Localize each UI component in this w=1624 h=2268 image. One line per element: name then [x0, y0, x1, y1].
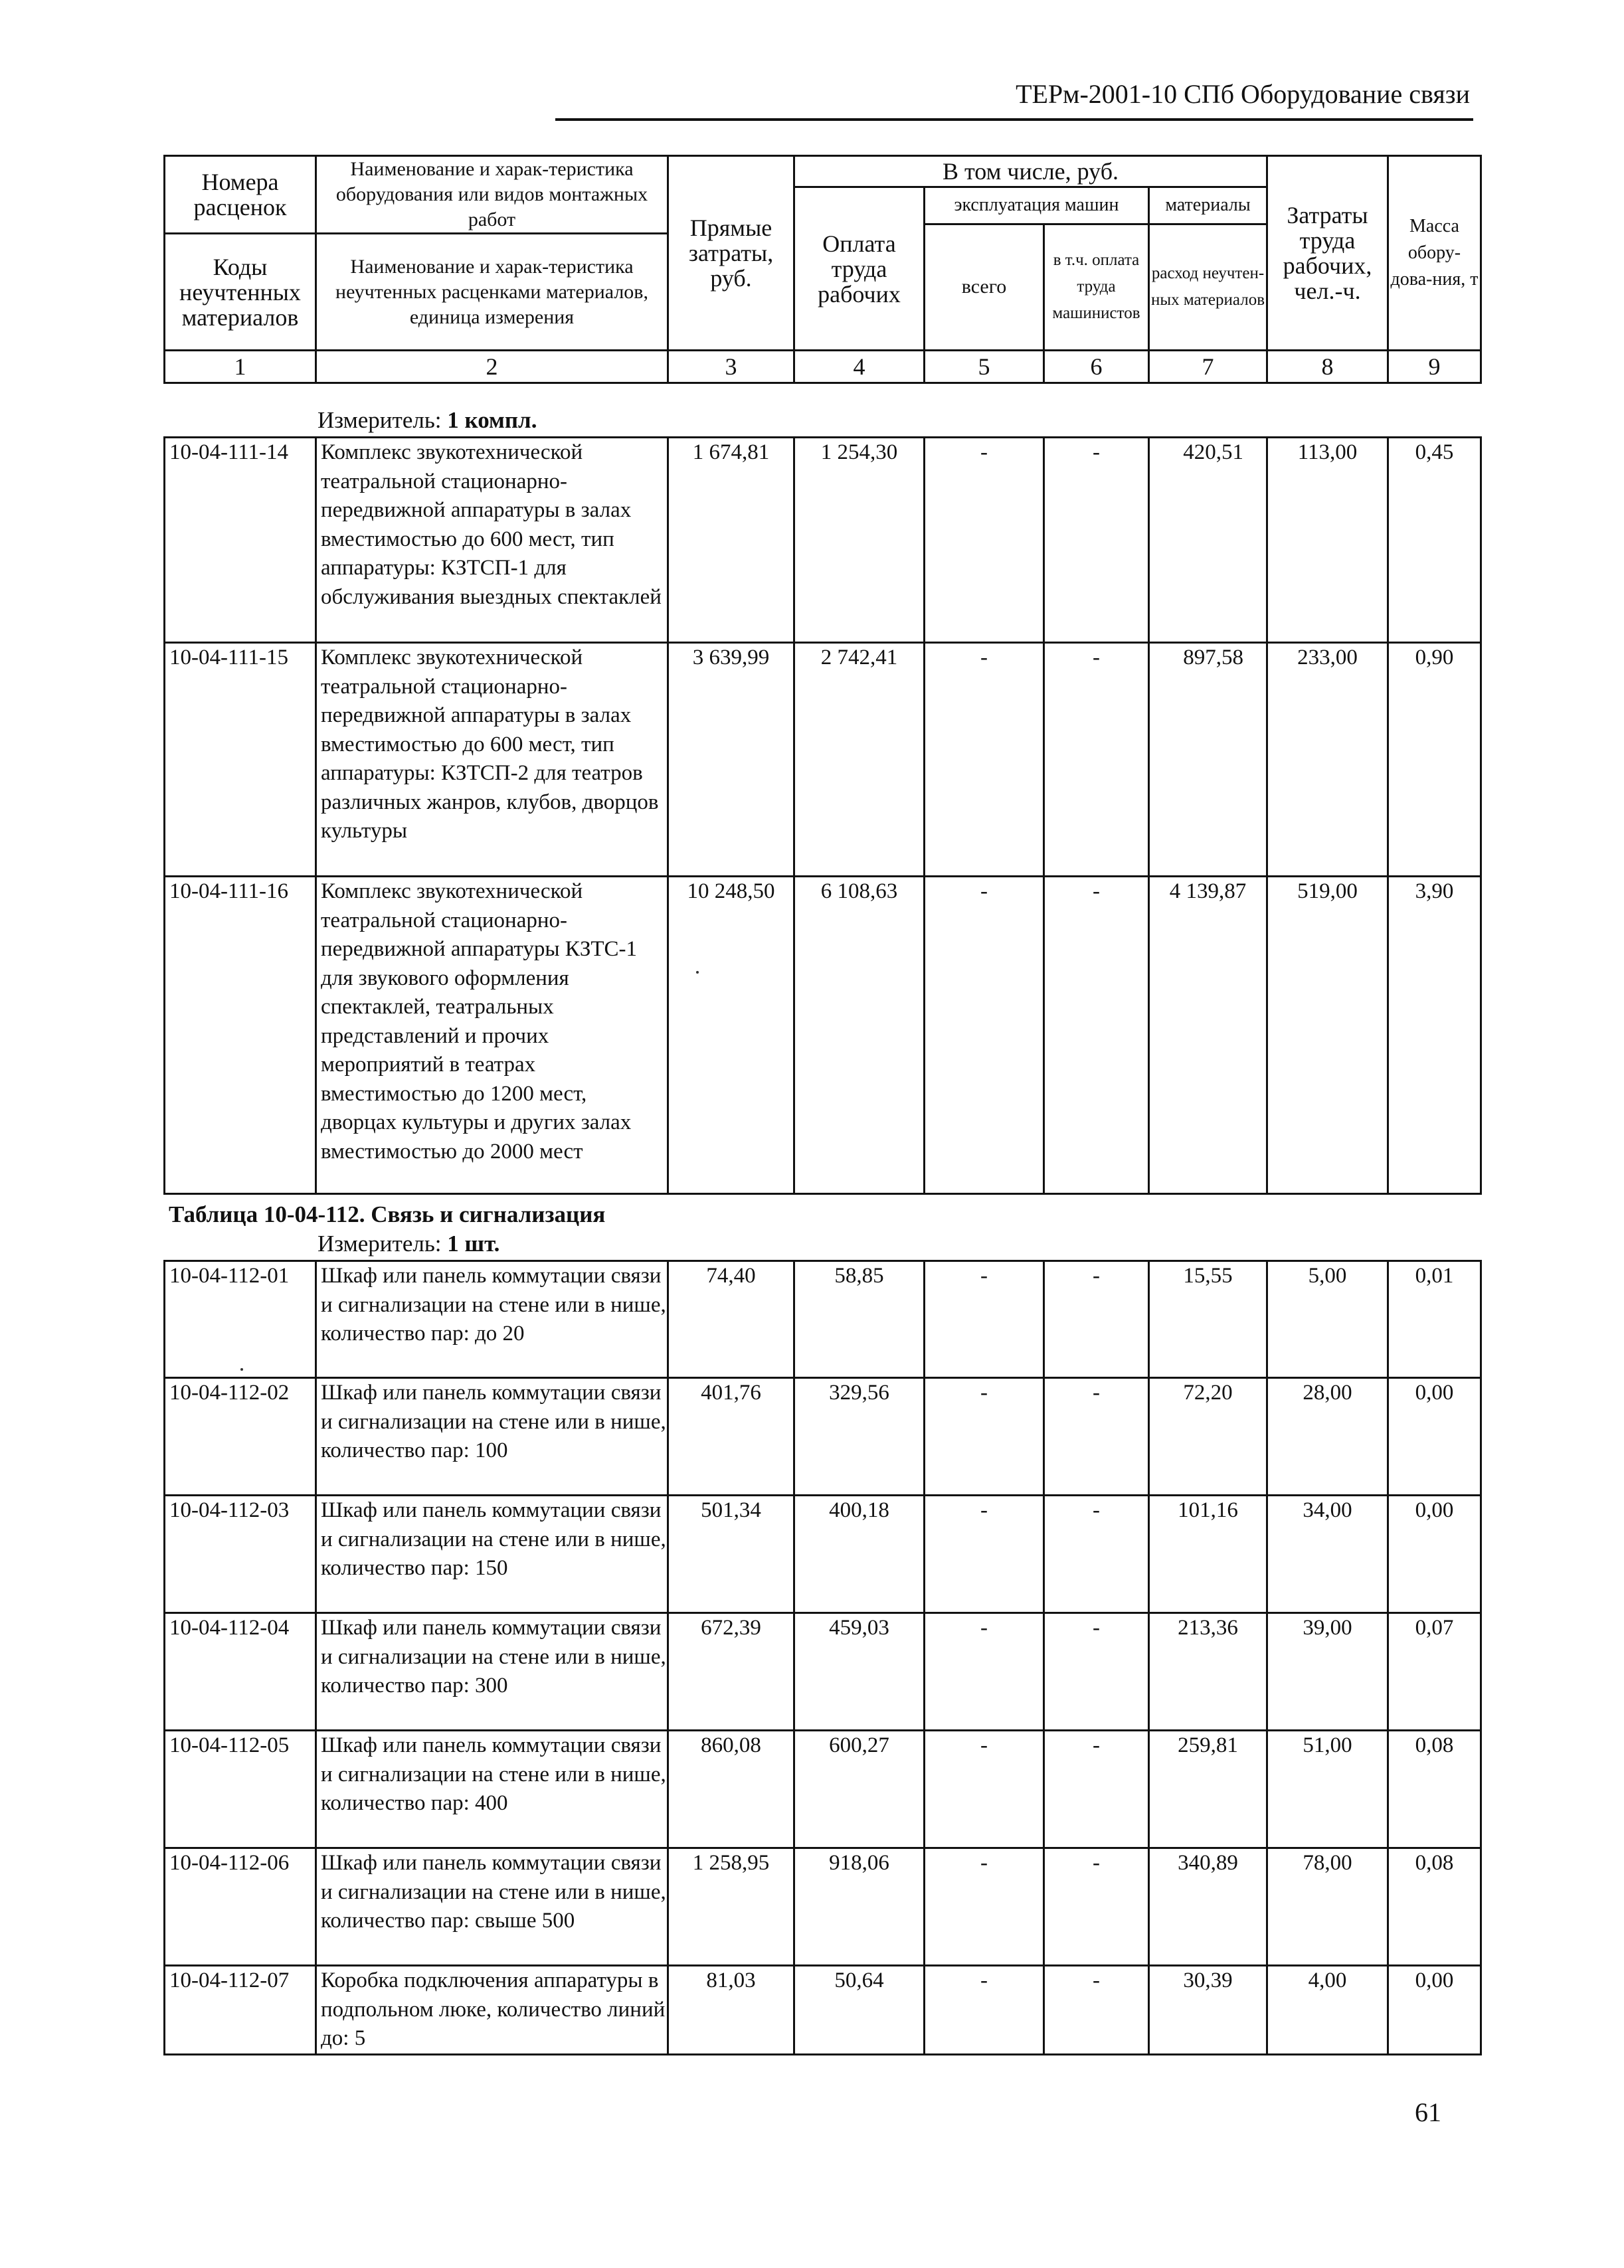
- equipment-mass: 0,01: [1388, 1261, 1481, 1378]
- header-col-number-7: 7: [1149, 351, 1267, 383]
- table-row: [165, 1261, 1481, 1378]
- header-including-group: В том числе, руб.: [794, 156, 1267, 187]
- labor-hours: 233,00: [1267, 643, 1388, 877]
- direct-costs: 672,39: [668, 1613, 794, 1731]
- labor-pay: 2 742,41: [794, 643, 925, 877]
- table-row: [165, 1848, 1481, 1966]
- operators-pay: -: [1044, 1261, 1149, 1378]
- rate-code: 10-04-112-06: [165, 1848, 316, 1966]
- machines-total: -: [925, 1261, 1044, 1378]
- work-name: Шкаф или панель коммутации связи и сигнализации на стене или в нише, количество пар: 100: [316, 1378, 668, 1496]
- header-machines-group: эксплуатация машин: [925, 187, 1149, 224]
- labor-hours: 113,00: [1267, 438, 1388, 643]
- header-material-name: Наименование и харак-теристика неучтенных расценками материалов, единица измерения: [316, 234, 668, 351]
- table-row: [165, 877, 1481, 1194]
- direct-costs: 860,08: [668, 1731, 794, 1848]
- header-col-number-9: 9: [1388, 351, 1481, 383]
- work-name: Комплекс звукотехнической театральной стационарно-передвижной аппаратуры КЗТС-1 для звукового оформления спектаклей, театральных представлений и прочих мероприятий в театрах вместимостью до 1200 мест, дворцах культуры и других залах вместимостью до 2000 мест: [316, 877, 668, 1194]
- machines-total: -: [925, 877, 1044, 1194]
- header-materials-group: материалы: [1149, 187, 1267, 224]
- header-material-codes: Коды неучтенных материалов: [165, 234, 316, 351]
- measure-label-section-1: Измеритель: 1 компл.: [317, 407, 537, 433]
- page-number: 61: [1415, 2097, 1441, 2127]
- machines-total: -: [925, 1848, 1044, 1966]
- operators-pay: -: [1044, 1378, 1149, 1496]
- header-operators-pay: в т.ч. оплата труда машинистов: [1044, 224, 1149, 351]
- labor-hours: 519,00: [1267, 877, 1388, 1194]
- header-col-number-8: 8: [1267, 351, 1388, 383]
- rates-table-section-2: [163, 1260, 1482, 2055]
- direct-costs: 501,34: [668, 1496, 794, 1613]
- labor-hours: 51,00: [1267, 1731, 1388, 1848]
- header-col-number-1: 1: [165, 351, 316, 383]
- operators-pay: -: [1044, 1613, 1149, 1731]
- measure-label-section-2: Измеритель: 1 шт.: [317, 1231, 500, 1257]
- rate-code: 10-04-112-01: [165, 1261, 316, 1378]
- machines-total: -: [925, 1731, 1044, 1848]
- machines-total: -: [925, 438, 1044, 643]
- work-name: Комплекс звукотехнической театральной стационарно-передвижной аппаратуры в залах вместимостью до 600 мест, тип аппаратуры: КЗТСП-1 для обслуживания выездных спектаклей: [316, 438, 668, 643]
- machines-total: -: [925, 1378, 1044, 1496]
- header-col-number-6: 6: [1044, 351, 1149, 383]
- direct-costs: 74,40: [668, 1261, 794, 1378]
- work-name: Шкаф или панель коммутации связи и сигнализации на стене или в нише, количество пар: до 20: [316, 1261, 668, 1378]
- direct-costs: 1 258,95: [668, 1848, 794, 1966]
- labor-pay: 1 254,30: [794, 438, 925, 643]
- column-header-table: [163, 155, 1482, 384]
- equipment-mass: 0,00: [1388, 1378, 1481, 1496]
- work-name: Шкаф или панель коммутации связи и сигнализации на стене или в нише, количество пар: 300: [316, 1613, 668, 1731]
- materials-cost: 213,36: [1149, 1613, 1267, 1731]
- labor-hours: 39,00: [1267, 1613, 1388, 1731]
- labor-pay: 600,27: [794, 1731, 925, 1848]
- direct-costs: 3 639,99: [668, 643, 794, 877]
- equipment-mass: 0,00: [1388, 1966, 1481, 2055]
- labor-hours: 28,00: [1267, 1378, 1388, 1496]
- header-unaccounted-materials: расход неучтен-ных материалов: [1149, 224, 1267, 351]
- table-row: [165, 1966, 1481, 2055]
- rates-table-section-1: [163, 436, 1482, 1195]
- header-rule: [555, 118, 1473, 121]
- operators-pay: -: [1044, 1966, 1149, 2055]
- header-col-number-3: 3: [668, 351, 794, 383]
- table-row: [165, 438, 1481, 643]
- header-rate-numbers: Номера расценок: [165, 156, 316, 234]
- labor-hours: 4,00: [1267, 1966, 1388, 2055]
- running-header-title: ТЕРм-2001-10 СПб Оборудование связи: [1016, 79, 1470, 109]
- direct-costs: 10 248,50: [668, 877, 794, 1194]
- table-row: [165, 1731, 1481, 1848]
- header-col-number-4: 4: [794, 351, 925, 383]
- work-name: Шкаф или панель коммутации связи и сигнализации на стене или в нише, количество пар: 400: [316, 1731, 668, 1848]
- table-row: [165, 1613, 1481, 1731]
- table-row: [165, 1378, 1481, 1496]
- work-name: Шкаф или панель коммутации связи и сигнализации на стене или в нише, количество пар: свыше 500: [316, 1848, 668, 1966]
- materials-cost: 4 139,87: [1149, 877, 1267, 1194]
- machines-total: -: [925, 1613, 1044, 1731]
- scan-speck: [240, 1368, 243, 1371]
- equipment-mass: 0,90: [1388, 643, 1481, 877]
- equipment-mass: 0,08: [1388, 1731, 1481, 1848]
- materials-cost: 15,55: [1149, 1261, 1267, 1378]
- machines-total: -: [925, 1966, 1044, 2055]
- labor-pay: 400,18: [794, 1496, 925, 1613]
- machines-total: -: [925, 1496, 1044, 1613]
- operators-pay: -: [1044, 1848, 1149, 1966]
- materials-cost: 101,16: [1149, 1496, 1267, 1613]
- rate-code: 10-04-111-15: [165, 643, 316, 877]
- labor-pay: 329,56: [794, 1378, 925, 1496]
- direct-costs: 81,03: [668, 1966, 794, 2055]
- table-row: [165, 643, 1481, 877]
- work-name: Комплекс звукотехнической театральной стационарно-передвижной аппаратуры в залах вместимостью до 600 мест, тип аппаратуры: КЗТСП-2 для театров различных жанров, клубов, дворцов культуры: [316, 643, 668, 877]
- labor-hours: 34,00: [1267, 1496, 1388, 1613]
- header-direct-costs: Прямые затраты, руб.: [668, 156, 794, 351]
- operators-pay: -: [1044, 1731, 1149, 1848]
- rate-code: 10-04-112-02: [165, 1378, 316, 1496]
- machines-total: -: [925, 643, 1044, 877]
- header-equipment-mass: Масса обору-дова-ния, т: [1388, 156, 1481, 351]
- rate-code: 10-04-111-16: [165, 877, 316, 1194]
- direct-costs: 401,76: [668, 1378, 794, 1496]
- rate-code: 10-04-111-14: [165, 438, 316, 643]
- materials-cost: 30,39: [1149, 1966, 1267, 2055]
- labor-pay: 6 108,63: [794, 877, 925, 1194]
- header-labor-pay: Оплата труда рабочих: [794, 187, 925, 351]
- rate-code: 10-04-112-03: [165, 1496, 316, 1613]
- materials-cost: 340,89: [1149, 1848, 1267, 1966]
- labor-pay: 918,06: [794, 1848, 925, 1966]
- equipment-mass: 0,45: [1388, 438, 1481, 643]
- work-name: Коробка подключения аппаратуры в подпольном люке, количество линий до: 5: [316, 1966, 668, 2055]
- rate-code: 10-04-112-07: [165, 1966, 316, 2055]
- materials-cost: 420,51: [1149, 438, 1267, 643]
- header-machines-total: всего: [925, 224, 1044, 351]
- materials-cost: 72,20: [1149, 1378, 1267, 1496]
- equipment-mass: 0,00: [1388, 1496, 1481, 1613]
- labor-pay: 58,85: [794, 1261, 925, 1378]
- labor-pay: 459,03: [794, 1613, 925, 1731]
- header-work-name: Наименование и харак-теристика оборудования или видов монтажных работ: [316, 156, 668, 234]
- equipment-mass: 3,90: [1388, 877, 1481, 1194]
- header-labor-hours: Затраты труда рабочих, чел.-ч.: [1267, 156, 1388, 351]
- equipment-mass: 0,08: [1388, 1848, 1481, 1966]
- table-row: [165, 1496, 1481, 1613]
- work-name: Шкаф или панель коммутации связи и сигнализации на стене или в нише, количество пар: 150: [316, 1496, 668, 1613]
- operators-pay: -: [1044, 877, 1149, 1194]
- labor-pay: 50,64: [794, 1966, 925, 2055]
- labor-hours: 5,00: [1267, 1261, 1388, 1378]
- materials-cost: 259,81: [1149, 1731, 1267, 1848]
- direct-costs: 1 674,81: [668, 438, 794, 643]
- operators-pay: -: [1044, 1496, 1149, 1613]
- scan-speck: [696, 971, 699, 974]
- labor-hours: 78,00: [1267, 1848, 1388, 1966]
- equipment-mass: 0,07: [1388, 1613, 1481, 1731]
- operators-pay: -: [1044, 643, 1149, 877]
- rate-code: 10-04-112-04: [165, 1613, 316, 1731]
- header-col-number-2: 2: [316, 351, 668, 383]
- rate-code: 10-04-112-05: [165, 1731, 316, 1848]
- materials-cost: 897,58: [1149, 643, 1267, 877]
- table-title-section-2: Таблица 10-04-112. Связь и сигнализация: [169, 1201, 606, 1227]
- operators-pay: -: [1044, 438, 1149, 643]
- header-col-number-5: 5: [925, 351, 1044, 383]
